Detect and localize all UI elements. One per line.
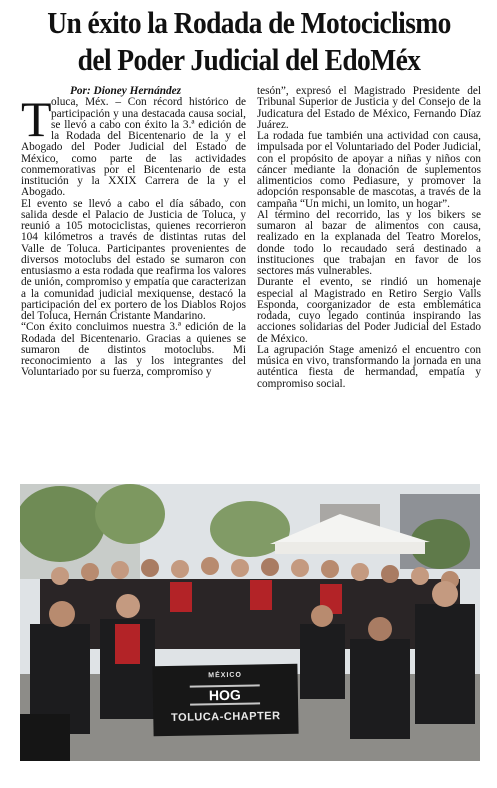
paragraph: La agrupación Stage amenizó el encuentro con música en vivo, transformando la jornada en una auténtica fiesta de hermandad, empatía y compromiso social. — [257, 343, 481, 390]
tree — [95, 484, 165, 544]
banner-top-text: MÉXICO — [208, 671, 242, 680]
hog-logo: HOG — [190, 684, 260, 705]
headline-line-1: Un éxito la Rodada de Motociclismo — [47, 5, 451, 40]
paragraph: Durante el evento, se rindió un homenaje especial al Magistrado en Retiro Sergio Valls Esponda, coorganizador de esta emblemática rodada, cuyo legado continúa inspirando las acciones solidarias del Poder Judicial del Estado de México. — [257, 276, 481, 345]
article-column-right — [257, 86, 481, 390]
group-photo — [20, 484, 480, 761]
banner-bottom-text: TOLUCA-CHAPTER — [170, 710, 281, 724]
drop-cap: T — [21, 91, 52, 148]
paragraph: “Con éxito concluimos nuestra 3.ª edición de la Rodada del Bicentenario. Gracias a quienes se sumaron de distintos motoclubs. Mi reconocimiento a las y los integrantes del Voluntariado por su fuerza, compromiso y — [21, 321, 246, 379]
hog-banner — [152, 664, 298, 737]
paragraph: Al término del recorrido, las y los bikers se sumaron al bazar de alimentos con causa, realizado en la explanada del Teatro Morelos, donde todo lo recaudado será destinado a instituciones que trabajan en favor de los sectores más vulnerables. — [257, 208, 481, 277]
headline-line-2: del Poder Judicial del EdoMéx — [77, 42, 421, 77]
byline: Por: Dioney Hernández — [70, 85, 182, 97]
paragraph: tesón”, expresó el Magistrado Presidente del Tribunal Superior de Justicia y del Consejo de la Judicatura del Estado de México, Fernando Díaz Juárez. — [257, 85, 481, 131]
article-column-left — [21, 86, 246, 379]
headline — [14, 4, 484, 78]
tent-base — [275, 542, 425, 554]
paragraph: La rodada fue también una actividad con causa, impulsada por el Voluntariado del Poder Judicial, con el propósito de apoyar a niñas y niños con cáncer mediante la donación de suplementos alimenticios como Pediasure, y promover la adopción responsable de mascotas, a través de la campaña “Un michi, un lomito, un hogar”. — [257, 130, 481, 210]
paragraph: El evento se llevó a cabo el día sábado, con salida desde el Palacio de Justicia de Toluca, y reunió a 105 motociclistas, quienes recorrieron 104 kilómetros a través de distintas rutas del Valle de Toluca. Participantes provenientes de diversos motoclubs del estado se sumaron con entusiasmo a esta rodada que reafirma los valores de unión, compromiso y empatía que caracterizan a la comunidad judicial mexiquense, destacó la participación del ex portero de los Diablos Rojos del Toluca, Hernán Cristante Mandarino. — [21, 197, 246, 322]
paragraph: oluca, Méx. – Con récord histórico de participación y una destacada causa social, se llevó a cabo con éxito la 3.ª edición de la Rodada del Bicentenario de la y el Abogado del Poder Judicial del Estado de México, como parte de las actividades conmemorativas por el Bicentenario de esta institución y la XXIX Carrera de la y el Abogado. — [21, 96, 246, 199]
